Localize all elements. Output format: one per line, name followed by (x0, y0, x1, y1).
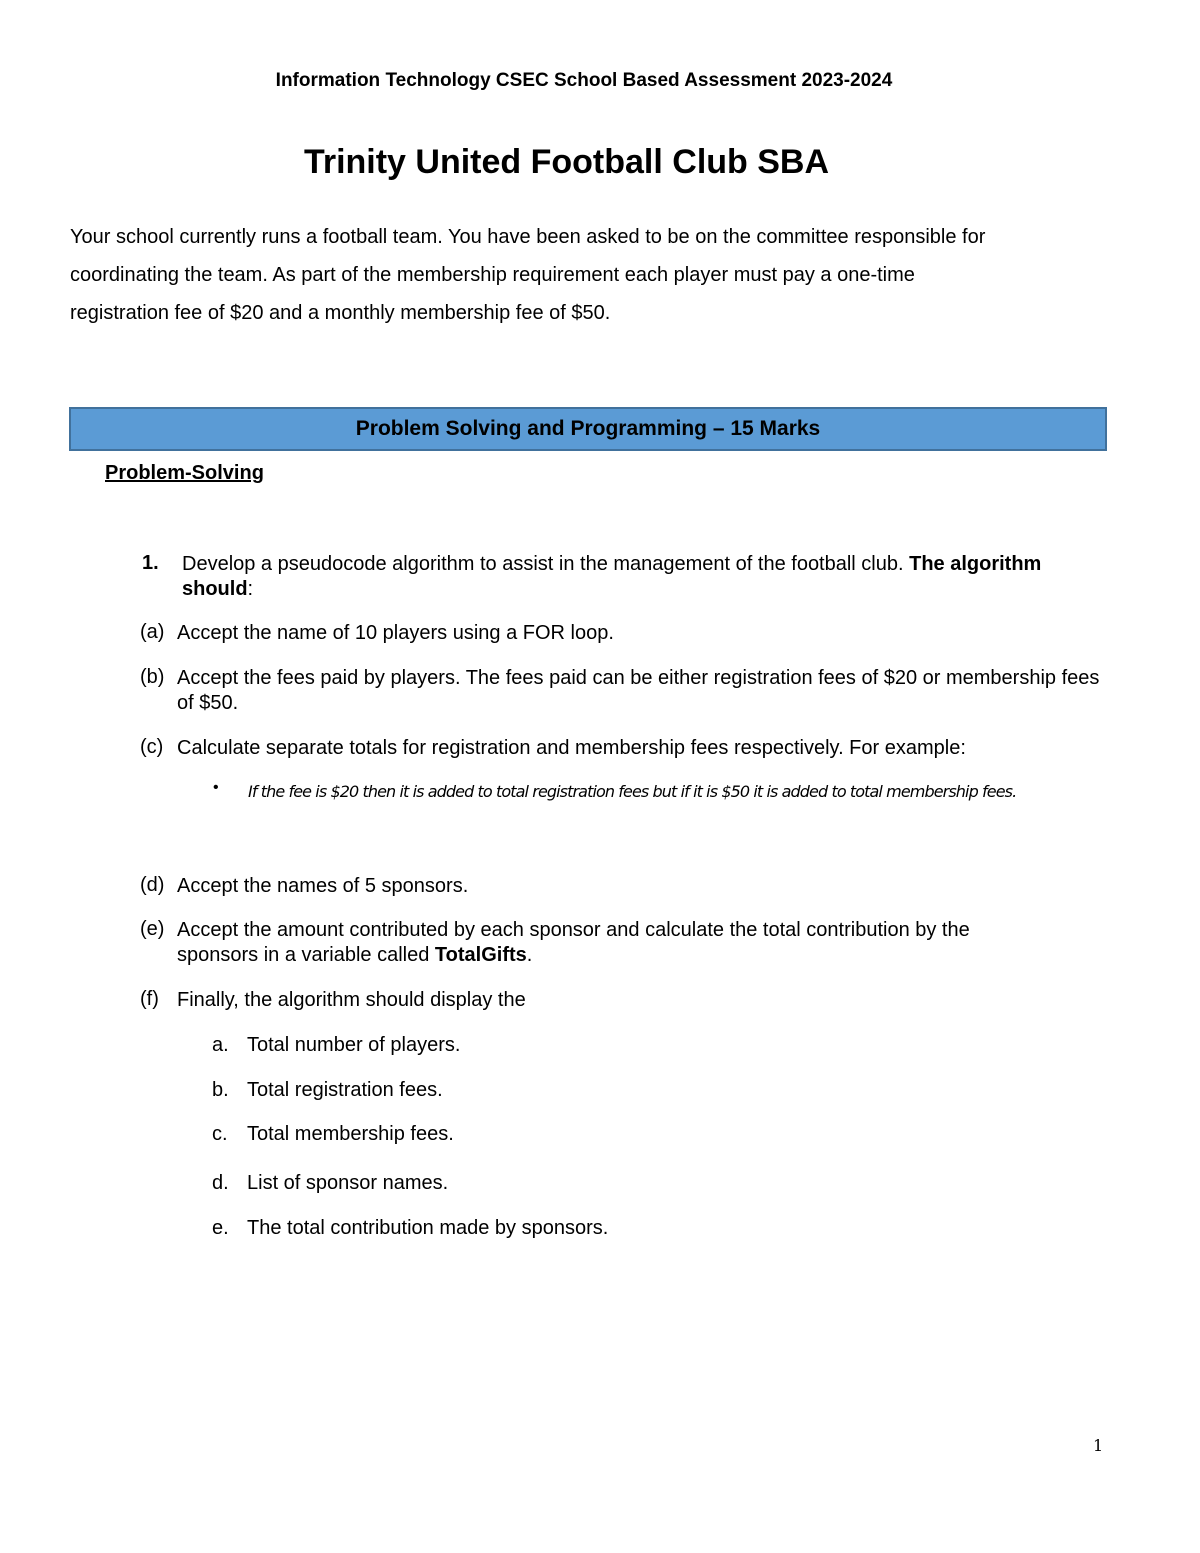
subitem-text: List of sponsor names. (247, 1172, 449, 1194)
item-text-b: Accept the fees paid by players. The fees paid can be either registration fees of $20 or membership fees of $50. (177, 667, 1100, 714)
subitem-letter: c. (212, 1123, 228, 1145)
intro-line: Your school currently runs a football team. You have been asked to be on the committee responsible for (70, 226, 986, 248)
subitem-text: Total registration fees. (247, 1079, 443, 1101)
subitem-letter: b. (212, 1079, 229, 1101)
question-suffix: : (247, 578, 254, 600)
subitem-text: Total membership fees. (247, 1123, 454, 1145)
item-text-c: Calculate separate totals for registration and membership fees respectively. For example: (177, 737, 966, 759)
item-letter-f: (f) (140, 988, 159, 1010)
subitem-letter: a. (212, 1034, 229, 1056)
subitem-text: The total contribution made by sponsors. (247, 1217, 609, 1239)
page-number: 1 (1093, 1436, 1104, 1455)
intro-line: registration fee of $20 and a monthly membership fee of $50. (70, 302, 611, 324)
item-e-body: Accept the amount contributed by each sponsor and calculate the total contribution by the sponsors in a variable called (177, 919, 970, 966)
subitem-text: Total number of players. (247, 1034, 461, 1056)
item-letter-a: (a) (140, 621, 165, 643)
question-bold: The algorithm should (182, 553, 1042, 600)
item-letter-e: (e) (140, 918, 165, 940)
item-e-suffix: . (526, 944, 533, 966)
item-letter-b: (b) (140, 666, 165, 688)
item-text-e (177, 918, 1047, 968)
example-note: If the fee is $20 then it is added to total registration fees but if it is $50 it is added to total membership fees. (248, 782, 1017, 801)
section-banner (69, 407, 1107, 451)
intro-line: coordinating the team. As part of the membership requirement each player must pay a one-time (70, 264, 915, 286)
item-text-f: Finally, the algorithm should display the (177, 989, 526, 1011)
intro-paragraph (70, 218, 1110, 332)
item-letter-d: (d) (140, 874, 165, 896)
subitem-letter: d. (212, 1172, 229, 1194)
question-text (182, 552, 1062, 602)
subheading: Problem-Solving (105, 462, 264, 484)
bullet-icon: • (213, 779, 219, 796)
item-letter-c: (c) (140, 736, 164, 758)
subitem-letter: e. (212, 1217, 229, 1239)
item-text-a: Accept the name of 10 players using a FOR loop. (177, 622, 614, 644)
page-title: Trinity United Football Club SBA (303, 143, 830, 181)
question-number: 1. (142, 552, 159, 574)
question-body: Develop a pseudocode algorithm to assist in the management of the football club. (182, 553, 910, 575)
item-text-d: Accept the names of 5 sponsors. (177, 875, 469, 897)
section-banner-label: Problem Solving and Programming – 15 Marks (355, 417, 821, 440)
item-e-bold: TotalGifts (434, 944, 527, 966)
document-header: Information Technology CSEC School Based Assessment 2023-2024 (275, 70, 893, 91)
